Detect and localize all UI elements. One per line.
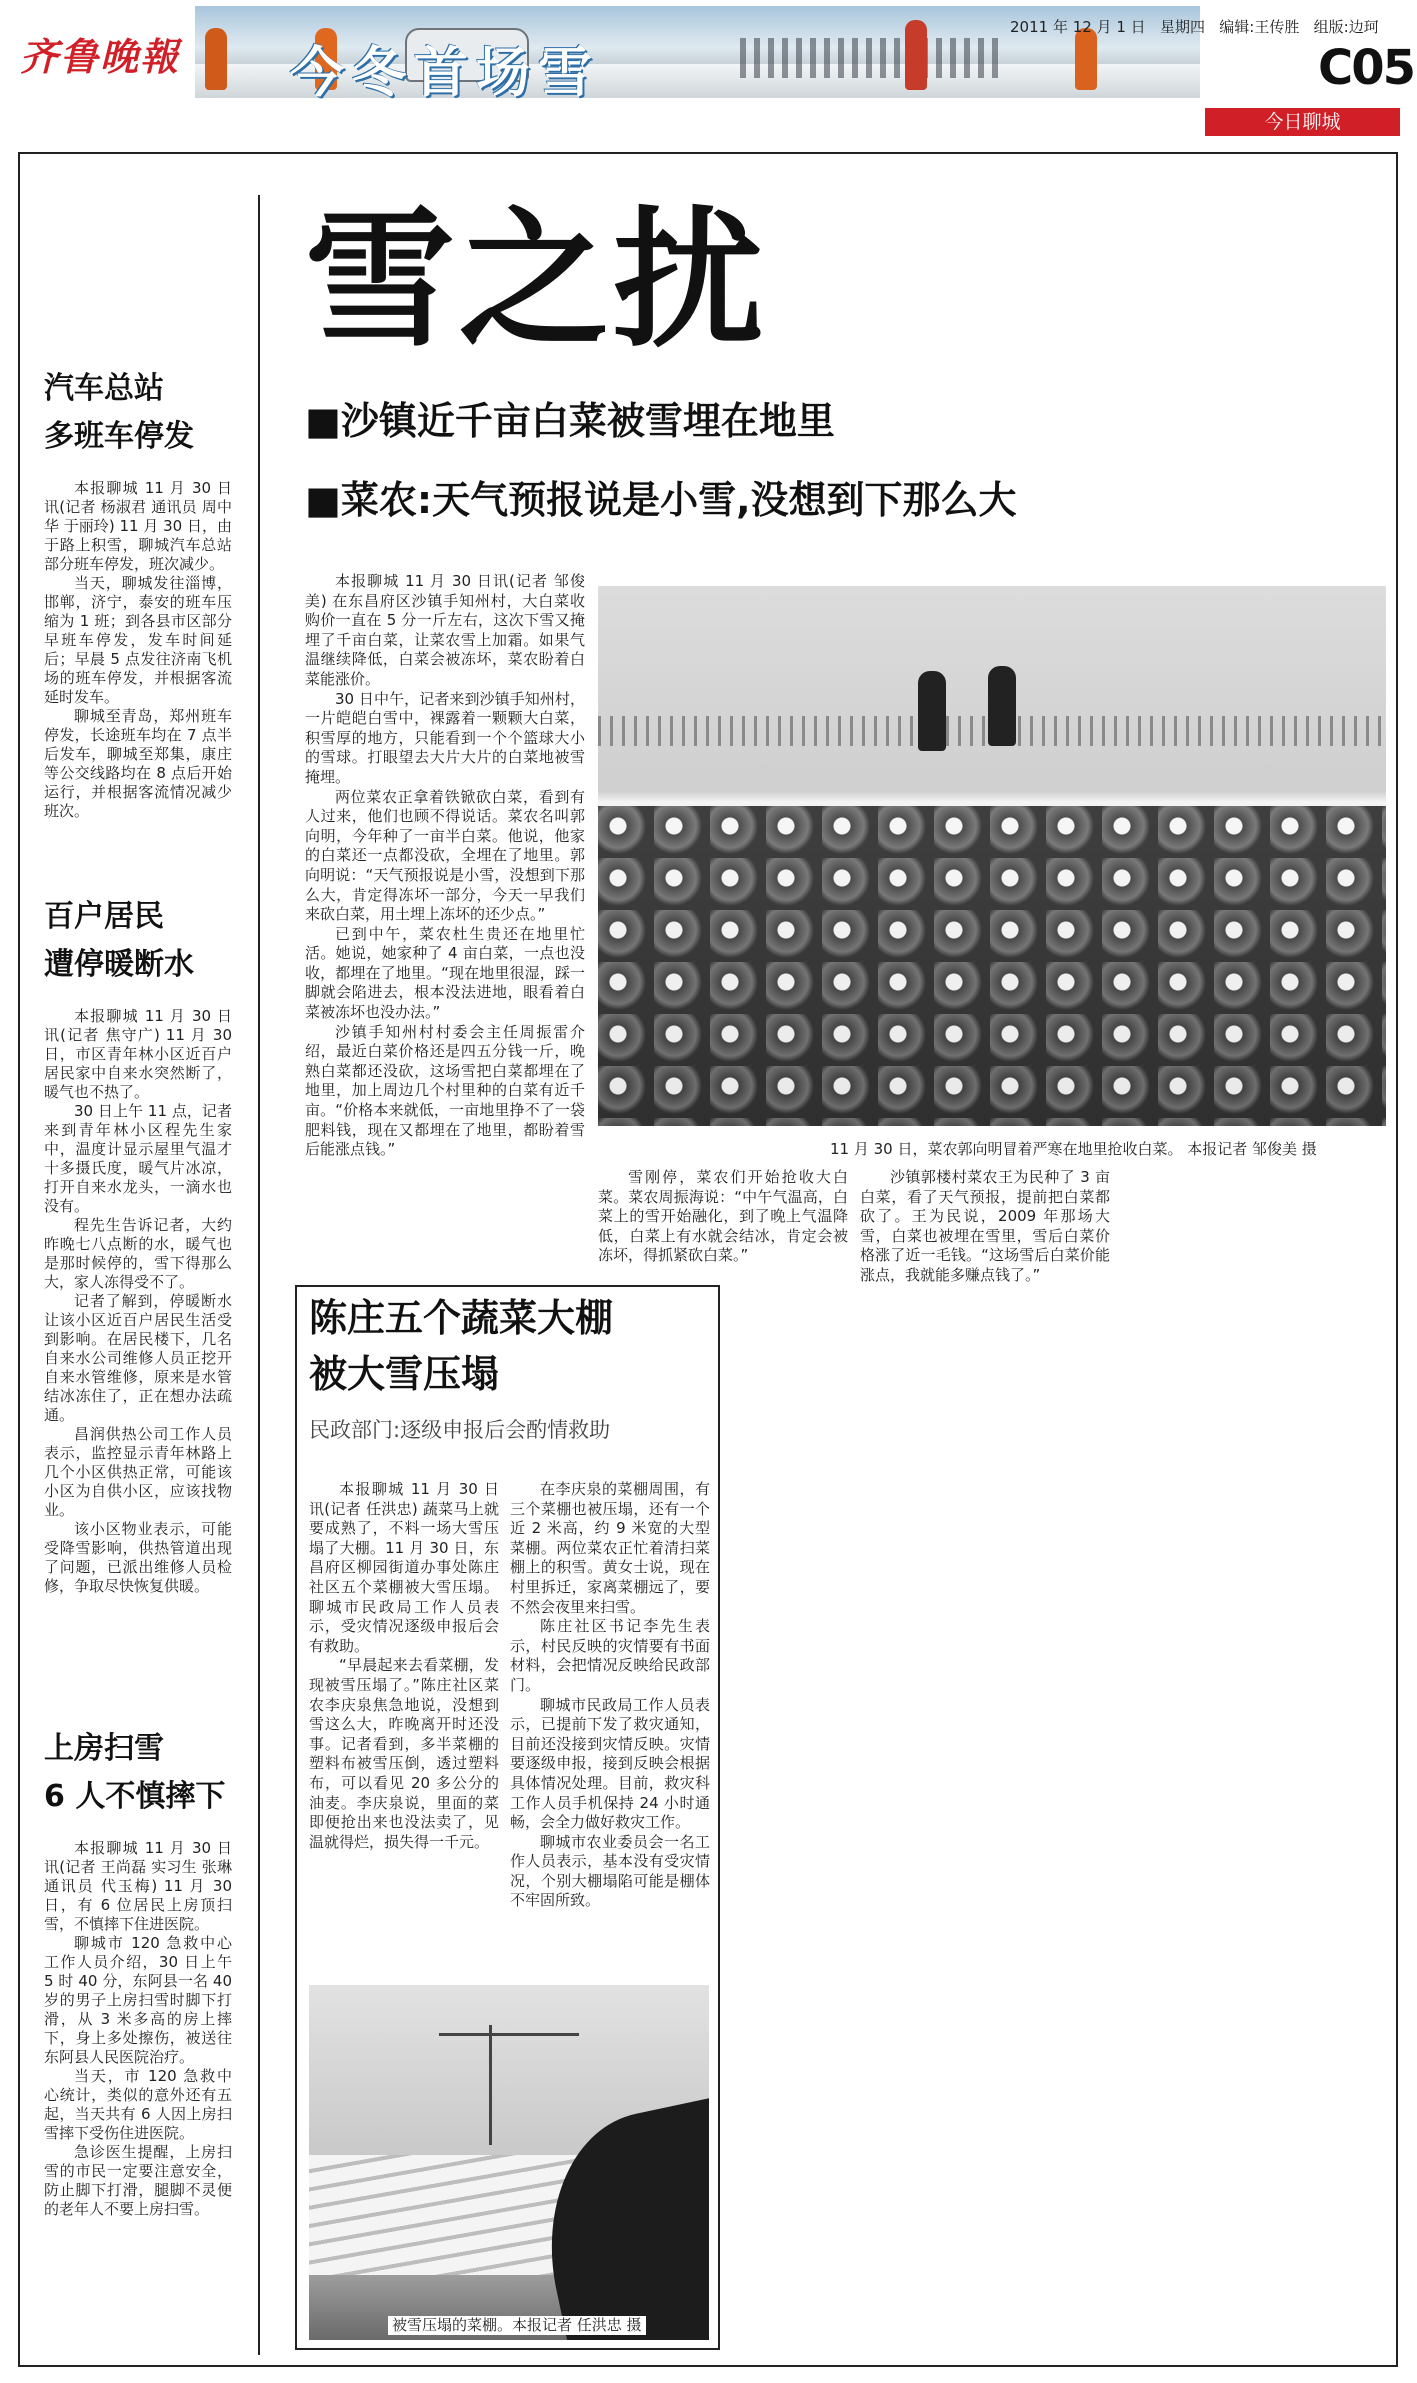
second-story-header (309, 1290, 709, 1444)
issue-weekday: 星期四 (1159, 18, 1205, 36)
brief-3 (44, 1725, 232, 2219)
main-headline: 雪之扰 (305, 192, 768, 368)
issue-date: 2011 年 12 月 1 日 (1010, 18, 1146, 36)
second-story-headline: 陈庄五个蔬菜大棚 被大雪压塌 (309, 1296, 614, 1396)
collapsed-greenhouse-photo (309, 1985, 709, 2340)
main-story-body-col1: 本报聊城 11 月 30 日讯(记者 邹俊美) 在东昌府区沙镇手知州村，大白菜收购价一直在 5 分一斤左右，这次下雪又掩埋了千亩白菜，让菜农雪上加霜。如果气温继续降低，白菜会被冻坏，菜农盼着白菜能涨价。 30 日中午，记者来到沙镇手知州村，一片皑皑白雪中，裸露着一颗颗大白菜，积雪厚的地方，只能看到一个个篮球大小的雪球。打眼望去大片大片的白菜地被雪掩埋。 两位菜农正拿着铁锨砍白菜，看到有人过来，他们也顾不得说话。菜农名叫郭向明，今年种了一亩半白菜。他说，他家的白菜还一点都没砍，全埋在了地里。郭向明说：“天气预报说是小雪，没想到下那么大，肯定得冻坏一部分，今天一早我们来砍白菜，用土埋上冻坏的还少点。” 已到中午，菜农杜生贵还在地里忙活。她说，她家种了 4 亩白菜，一点也没收，都埋在了地里。“现在地里很湿，踩一脚就会陷进去，根本没法进地，眼看着白菜被冻坏也没办法。” 沙镇手知州村村委会主任周振雷介绍，最近白菜价格还是四五分钱一斤，晚熟白菜都还没砍，这场雪把白菜都埋在了地里，加上周边几个村里种的白菜有近千亩。“价格本来就低，一亩地里挣不了一袋肥料钱，现在又都埋在了地里，都盼着雪后能涨点钱。” (305, 572, 585, 1159)
page-number: C05 (1318, 40, 1415, 96)
brief-1 (44, 365, 232, 821)
second-story-body-col2: 在李庆泉的菜棚周围，有三个菜棚也被压塌，还有一个近 2 米高，约 9 米宽的大型菜棚。两位菜农正忙着清扫菜棚上的积雪。黄女士说，现在村里拆迁，家离菜棚远了，要不然会夜里来扫雪。 陈庄社区书记李先生表示，村民反映的灾情要有书面材料，会把情况反映给民政部门。 聊城市民政局工作人员表示，已提前下发了救灾通知，目前还没接到灾情反映。灾情要逐级申报，接到反映会根据具体情况处理。目前，救灾科工作人员手机保持 24 小时通畅，会全力做好救灾工作。 聊城市农业委员会一名工作人员表示，基本没有受灾情况，个别大棚塌陷可能是棚体不牢固所致。 (510, 1480, 710, 1910)
layout-credit: 组版:边珂 (1313, 18, 1379, 36)
newspaper-logo: 齐鲁晚報 (20, 34, 181, 79)
cabbage-field-photo (598, 586, 1386, 1126)
main-story-body-col2: 雪刚停，菜农们开始抢收大白菜。菜农周振海说：“中午气温高，白菜上的雪开始融化，到了晚上气温降低，白菜上有水就会结冰，肯定会被冻坏，得抓紧砍白菜。” (598, 1168, 848, 1265)
issue-info (1010, 16, 1379, 37)
brief-2 (44, 893, 232, 1596)
main-story-body-col3: 沙镇郭楼村菜农王为民种了 3 亩白菜，看了天气预报，提前把白菜都砍了。王为民说，2009 年那场大雪，白菜也被埋在雪里，雪后白菜价格涨了近一毛钱。“这场雪后白菜价能涨点，我就能多赚点钱了。” (860, 1168, 1110, 1284)
second-story-body-col1: 本报聊城 11 月 30 日讯(记者 任洪忠) 蔬菜马上就要成熟了，不料一场大雪压塌了大棚。11 月 30 日，东昌府区柳园街道办事处陈庄社区五个菜棚被大雪压塌。聊城市民政局工作人员表示，受灾情况逐级申报后会有救助。 “早晨起来去看菜棚，发现被雪压塌了。”陈庄社区菜农李庆泉焦急地说，没想到雪这么大，昨晚离开时还没事。记者看到，多半菜棚的塑料布被雪压倒，透过塑料布，可以看见 20 多公分的油麦。李庆泉说，里面的菜即便抢出来也没法卖了，见温就得烂，损失得一千元。 (309, 1480, 499, 1851)
brief-body: 本报聊城 11 月 30 日讯(记者 王尚磊 实习生 张琳 通讯员 代玉梅) 11 月 30 日，有 6 位居民上房顶扫雪，不慎摔下住进医院。 聊城市 120 急救中心工作人员介绍，30 日上午 5 时 40 分，东阿县一名 40 岁的男子上房扫雪时脚下打滑，从 3 米多高的房上摔下，身上多处擦伤，被送往东阿县人民医院治疗。 当天，市 120 急救中心统计，类似的意外还有五起，当天共有 6 人因上房扫雪摔下受伤住进医院。 急诊医生提醒，上房扫雪的市民一定要注意安全，防止脚下打滑，腿脚不灵便的老年人不要上房扫雪。 (44, 1839, 232, 2218)
masthead (0, 0, 1417, 150)
second-story-subheadline: 民政部门:逐级申报后会酌情救助 (309, 1418, 611, 1442)
section-label: 今日聊城 (1205, 108, 1400, 136)
brief-body: 本报聊城 11 月 30 日讯(记者 杨淑君 通讯员 周中华 于丽玲) 11 月 30 日，由于路上积雪，聊城汽车总站部分班车停发，班次减少。 当天，聊城发往淄博，邯郸，济宁，泰安的班车压缩为 1 班；到各县市区部分早班车停发，发车时间延后；早晨 5 点发往济南飞机场的班车停发，并根据客流延时发车。 聊城至青岛，郑州班车停发，长途班车均在 7 点半后发车，聊城至郑集，康庄等公交线路均在 8 点后开始运行，并根据客流情况减少班次。 (44, 479, 232, 820)
brief-headline: 百户居民 遭停暖断水 (44, 899, 194, 982)
editor-credit: 编辑:王传胜 (1219, 18, 1300, 36)
brief-headline: 汽车总站 多班车停发 (44, 371, 194, 454)
photo-caption: 被雪压塌的菜棚。本报记者 任洪忠 摄 (388, 2316, 646, 2335)
banner-title: 今冬首场雪 (290, 40, 600, 104)
photo-caption: 11 月 30 日，菜农郭向明冒着严寒在地里抢收白菜。 本报记者 邹俊美 摄 (830, 1140, 1317, 1158)
column-rule (258, 195, 260, 2355)
brief-body: 本报聊城 11 月 30 日讯(记者 焦守广) 11 月 30 日，市区青年林小区近百户居民家中自来水突然断了，暖气也不热了。 30 日上午 11 点，记者来到青年林小区程先生家中，温度计显示屋里气温才十多摄氏度，暖气片冰凉，打开自来水龙头，一滴水也没有。 程先生告诉记者，大约昨晚七八点断的水，暖气也是那时候停的，雪下得那么大，家人冻得受不了。 记者了解到，停暖断水让该小区近百户居民生活受到影响。在居民楼下，几名自来水公司维修人员正挖开自来水管维修，原来是水管结冰冻住了，正在想办法疏通。 昌润供热公司工作人员表示，监控显示青年林路上几个小区供热正常，可能该小区为自供小区，应该找物业。 该小区物业表示，可能受降雪影响，供热管道出现了问题，已派出维修人员检修，争取尽快恢复供暖。 (44, 1007, 232, 1595)
main-subheadline-1: ■沙镇近千亩白菜被雪埋在地里 (305, 399, 835, 443)
main-subheadline-2: ■菜农:天气预报说是小雪,没想到下那么大 (305, 478, 1017, 522)
brief-headline: 上房扫雪 6 人不慎摔下 (44, 1731, 226, 1814)
